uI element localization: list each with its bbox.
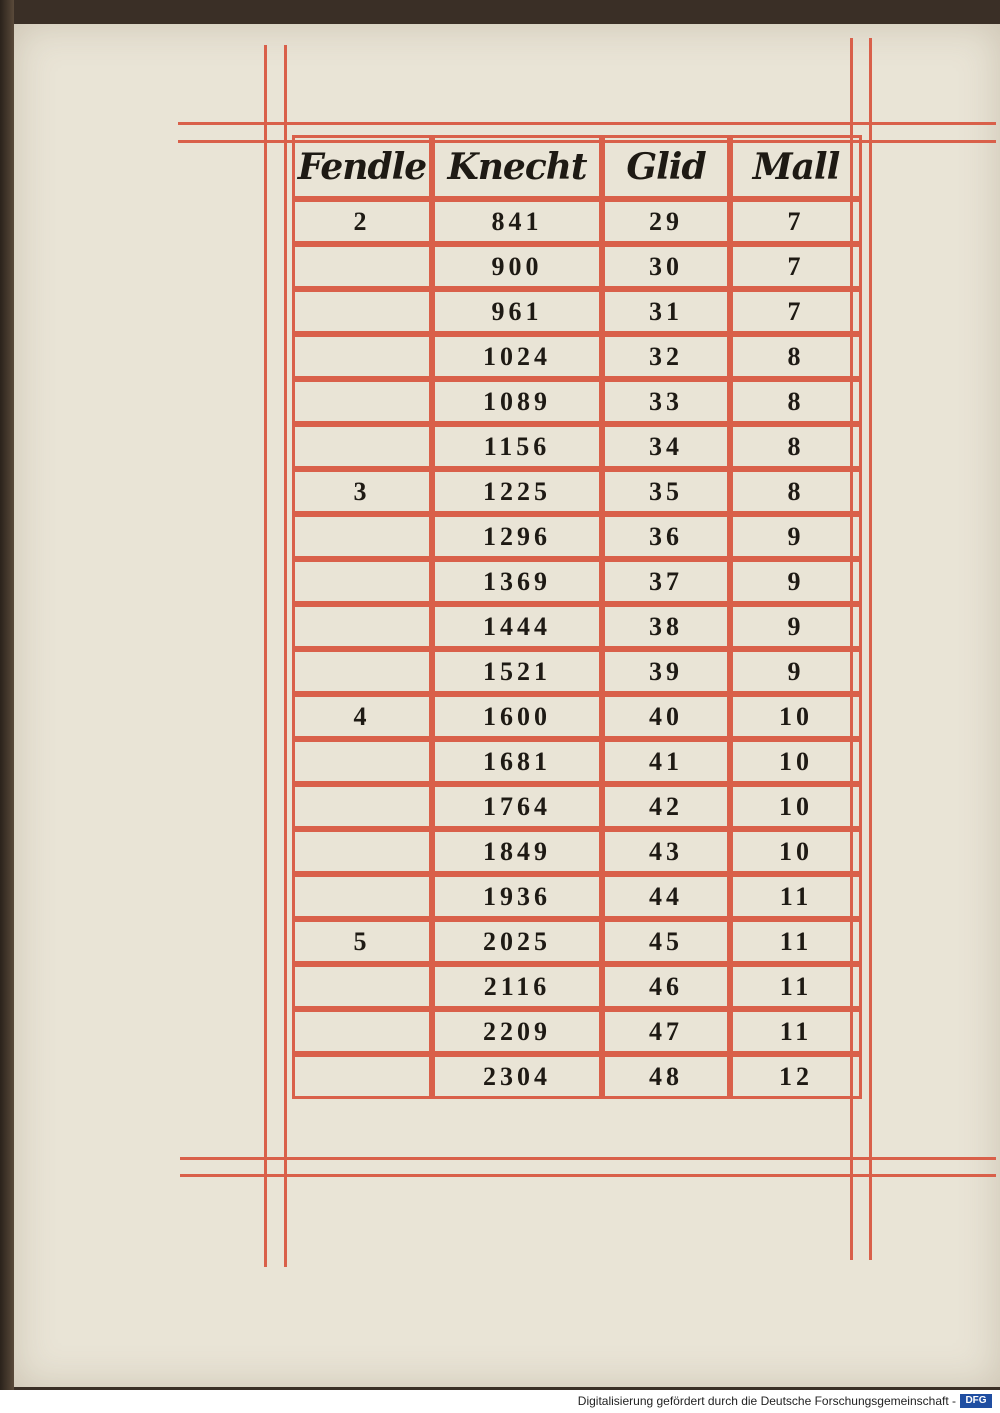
cell-mall: 10 xyxy=(730,784,862,829)
cell-fendle xyxy=(292,424,432,469)
header-mall: Mall xyxy=(730,135,862,199)
cell-fendle: 3 xyxy=(292,469,432,514)
table-row xyxy=(292,739,862,784)
cell-knecht: 2025 xyxy=(432,919,602,964)
cell-mall: 7 xyxy=(730,244,862,289)
top-frame-rule-outer xyxy=(178,122,996,125)
bottom-frame-rule-outer xyxy=(180,1174,996,1177)
cell-fendle xyxy=(292,1054,432,1099)
cell-knecht: 841 xyxy=(432,199,602,244)
cell-glid: 34 xyxy=(602,424,730,469)
cell-mall: 9 xyxy=(730,649,862,694)
cell-glid: 47 xyxy=(602,1009,730,1054)
cell-mall: 7 xyxy=(730,289,862,334)
cell-knecht: 2116 xyxy=(432,964,602,1009)
table-row xyxy=(292,874,862,919)
cell-glid: 44 xyxy=(602,874,730,919)
cell-fendle xyxy=(292,1009,432,1054)
cell-mall: 11 xyxy=(730,964,862,1009)
cell-knecht: 1681 xyxy=(432,739,602,784)
cell-mall: 8 xyxy=(730,334,862,379)
table-row xyxy=(292,424,862,469)
number-table xyxy=(292,135,862,1099)
table-row xyxy=(292,604,862,649)
cell-fendle xyxy=(292,649,432,694)
cell-glid: 36 xyxy=(602,514,730,559)
cell-fendle xyxy=(292,289,432,334)
cell-glid: 40 xyxy=(602,694,730,739)
table-row xyxy=(292,199,862,244)
right-frame-rule-outer xyxy=(869,38,872,1260)
cell-knecht: 2209 xyxy=(432,1009,602,1054)
table-row xyxy=(292,514,862,559)
cell-knecht: 1600 xyxy=(432,694,602,739)
table-row xyxy=(292,1009,862,1054)
cell-mall: 9 xyxy=(730,559,862,604)
cell-glid: 38 xyxy=(602,604,730,649)
cell-knecht: 1089 xyxy=(432,379,602,424)
cell-knecht: 1849 xyxy=(432,829,602,874)
cell-knecht: 1225 xyxy=(432,469,602,514)
cell-glid: 35 xyxy=(602,469,730,514)
cell-mall: 12 xyxy=(730,1054,862,1099)
header-fendle: Fendle xyxy=(292,135,432,199)
funding-notice: Digitalisierung gefördert durch die Deutsche Forschungsgemeinschaft - xyxy=(577,1394,956,1408)
cell-glid: 29 xyxy=(602,199,730,244)
cell-glid: 31 xyxy=(602,289,730,334)
cell-knecht: 1521 xyxy=(432,649,602,694)
table-row xyxy=(292,964,862,1009)
cell-glid: 45 xyxy=(602,919,730,964)
cell-fendle: 5 xyxy=(292,919,432,964)
table-row xyxy=(292,829,862,874)
cell-fendle xyxy=(292,604,432,649)
dfg-logo: DFG xyxy=(960,1394,992,1408)
table-row xyxy=(292,919,862,964)
cell-mall: 11 xyxy=(730,874,862,919)
table-row xyxy=(292,694,862,739)
table-row xyxy=(292,469,862,514)
header-knecht: Knecht xyxy=(432,135,602,199)
cell-mall: 8 xyxy=(730,379,862,424)
cell-mall: 10 xyxy=(730,829,862,874)
cell-fendle xyxy=(292,784,432,829)
cell-glid: 41 xyxy=(602,739,730,784)
cell-glid: 30 xyxy=(602,244,730,289)
cell-mall: 9 xyxy=(730,604,862,649)
cell-glid: 32 xyxy=(602,334,730,379)
cell-glid: 43 xyxy=(602,829,730,874)
left-frame-rule-inner xyxy=(284,45,287,1267)
cell-fendle: 2 xyxy=(292,199,432,244)
cell-knecht: 2304 xyxy=(432,1054,602,1099)
cell-mall: 10 xyxy=(730,739,862,784)
cell-mall: 9 xyxy=(730,514,862,559)
cell-fendle xyxy=(292,739,432,784)
cell-knecht: 1024 xyxy=(432,334,602,379)
header-glid: Glid xyxy=(602,135,730,199)
left-frame-rule-outer xyxy=(264,45,267,1267)
cell-fendle xyxy=(292,334,432,379)
table-row xyxy=(292,784,862,829)
cell-knecht: 1296 xyxy=(432,514,602,559)
cell-mall: 11 xyxy=(730,1009,862,1054)
cell-mall: 8 xyxy=(730,424,862,469)
book-spine-edge xyxy=(0,0,14,1413)
cell-fendle xyxy=(292,964,432,1009)
table-row xyxy=(292,1054,862,1099)
cell-fendle xyxy=(292,874,432,919)
cell-knecht: 1764 xyxy=(432,784,602,829)
table-row xyxy=(292,289,862,334)
table-row xyxy=(292,559,862,604)
footer-bar xyxy=(0,1390,1000,1413)
cell-fendle xyxy=(292,559,432,604)
bottom-frame-rule-inner xyxy=(180,1157,996,1160)
cell-glid: 48 xyxy=(602,1054,730,1099)
cell-fendle: 4 xyxy=(292,694,432,739)
cell-fendle xyxy=(292,829,432,874)
cell-knecht: 900 xyxy=(432,244,602,289)
table-row xyxy=(292,379,862,424)
cell-mall: 8 xyxy=(730,469,862,514)
cell-knecht: 961 xyxy=(432,289,602,334)
cell-knecht: 1444 xyxy=(432,604,602,649)
table-body xyxy=(292,199,862,1099)
table-row xyxy=(292,649,862,694)
cell-mall: 10 xyxy=(730,694,862,739)
cell-fendle xyxy=(292,244,432,289)
cell-mall: 7 xyxy=(730,199,862,244)
cell-knecht: 1156 xyxy=(432,424,602,469)
cell-glid: 46 xyxy=(602,964,730,1009)
cell-glid: 37 xyxy=(602,559,730,604)
cell-mall: 11 xyxy=(730,919,862,964)
cell-glid: 42 xyxy=(602,784,730,829)
cell-fendle xyxy=(292,379,432,424)
cell-glid: 33 xyxy=(602,379,730,424)
table-row xyxy=(292,334,862,379)
cell-glid: 39 xyxy=(602,649,730,694)
table-header-row xyxy=(292,135,862,199)
table-row xyxy=(292,244,862,289)
cell-knecht: 1369 xyxy=(432,559,602,604)
cell-knecht: 1936 xyxy=(432,874,602,919)
cell-fendle xyxy=(292,514,432,559)
